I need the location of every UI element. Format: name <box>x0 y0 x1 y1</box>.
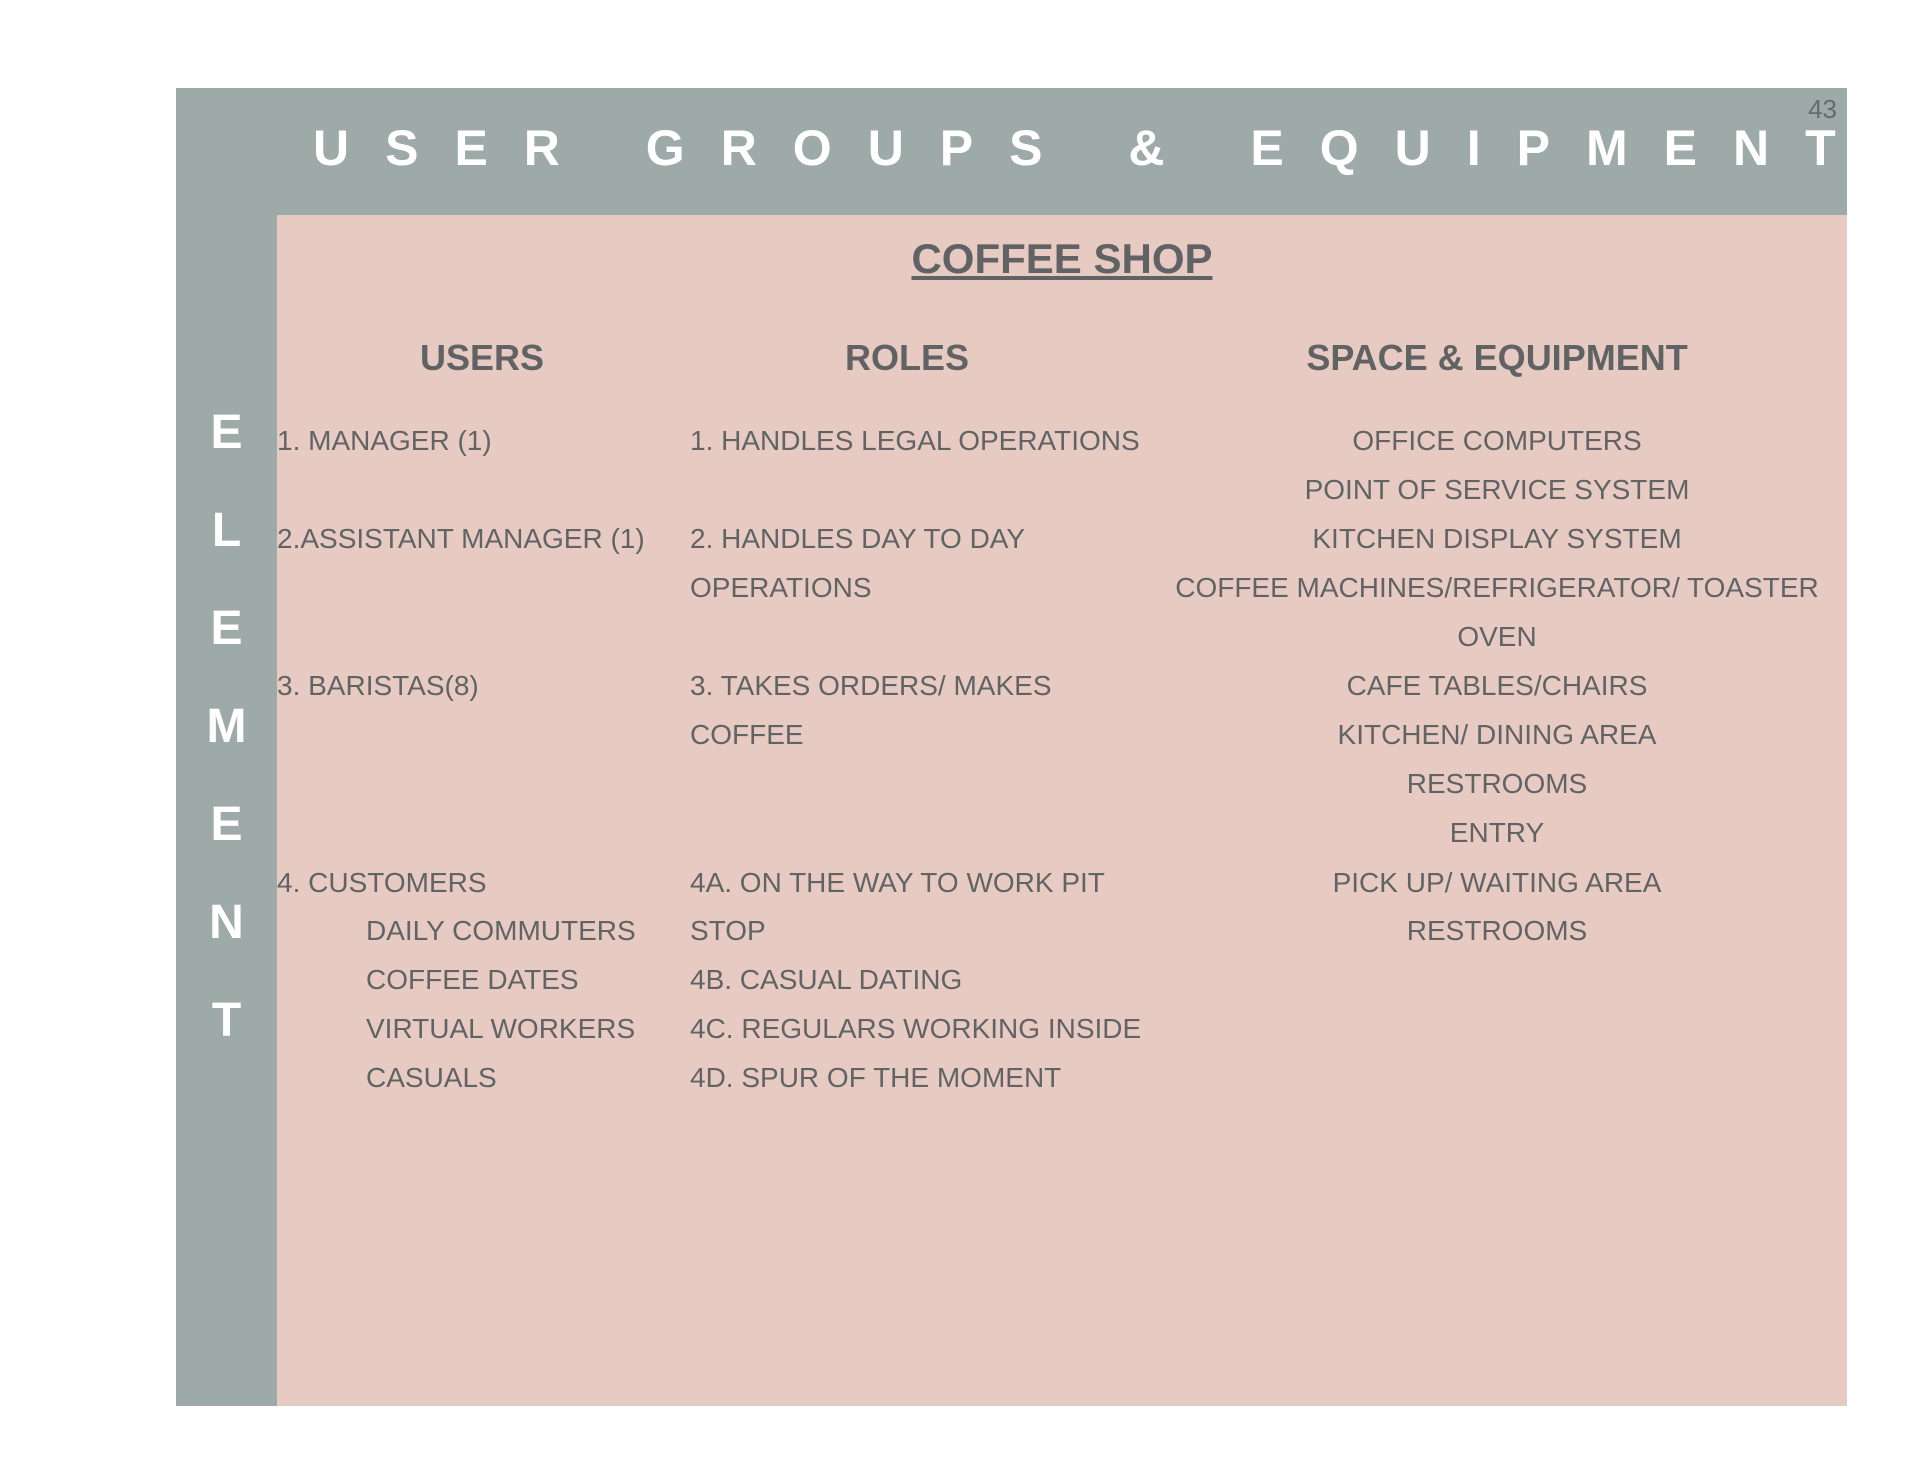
role-item: 3. TAKES ORDERS/ MAKES <box>690 670 1052 701</box>
role-item: 2. HANDLES DAY TO DAY <box>690 523 1026 554</box>
page-title: USER GROUPS & EQUIPMENT <box>313 120 1872 176</box>
sidebar-letter: E <box>210 798 243 851</box>
role-item: 4D. SPUR OF THE MOMENT <box>690 1062 1062 1093</box>
equipment-item: RESTROOMS <box>1406 915 1588 946</box>
header-banner <box>277 88 1872 215</box>
role-item: 4A. ON THE WAY TO WORK PIT <box>690 867 1105 898</box>
page-number: 43 <box>1808 94 1837 124</box>
role-item: OPERATIONS <box>690 572 872 603</box>
sidebar-letter: N <box>209 896 244 949</box>
role-item: 4C. REGULARS WORKING INSIDE <box>690 1013 1142 1044</box>
sidebar-letter: E <box>210 602 243 655</box>
user-subitem: VIRTUAL WORKERS <box>366 1013 636 1044</box>
equipment-item: KITCHEN/ DINING AREA <box>1337 719 1657 750</box>
user-item: 3. BARISTAS(8) <box>277 670 479 701</box>
user-item: 4. CUSTOMERS <box>277 867 487 898</box>
role-item: 1. HANDLES LEGAL OPERATIONS <box>690 425 1140 456</box>
equipment-item: COFFEE MACHINES/REFRIGERATOR/ TOASTER <box>1175 572 1819 603</box>
user-subitem: COFFEE DATES <box>366 964 579 995</box>
role-item: 4B. CASUAL DATING <box>690 964 963 995</box>
user-item: 1. MANAGER (1) <box>277 425 492 456</box>
equipment-item: OFFICE COMPUTERS <box>1352 425 1642 456</box>
sidebar-letter: E <box>210 406 243 459</box>
column-header-roles: ROLES <box>844 337 969 378</box>
equipment-item: OVEN <box>1457 621 1537 652</box>
sidebar-element <box>176 88 277 1406</box>
content-panel <box>277 215 1847 1406</box>
section-title: COFFEE SHOP <box>911 235 1213 282</box>
sidebar-letter: T <box>211 994 242 1047</box>
equipment-item: POINT OF SERVICE SYSTEM <box>1304 474 1690 505</box>
sidebar-letter: L <box>211 504 242 557</box>
equipment-item: ENTRY <box>1449 817 1545 848</box>
sidebar-letter: M <box>206 700 247 753</box>
equipment-item: CAFE TABLES/CHAIRS <box>1346 670 1648 701</box>
role-item: COFFEE <box>690 719 804 750</box>
equipment-item: PICK UP/ WAITING AREA <box>1332 867 1662 898</box>
user-subitem: CASUALS <box>366 1062 497 1093</box>
role-item: STOP <box>690 915 766 946</box>
column-header-equipment: SPACE & EQUIPMENT <box>1306 337 1688 378</box>
column-header-users: USERS <box>419 337 545 378</box>
equipment-item: KITCHEN DISPLAY SYSTEM <box>1312 523 1682 554</box>
user-item: 2.ASSISTANT MANAGER (1) <box>277 523 645 554</box>
user-subitem: DAILY COMMUTERS <box>366 915 636 946</box>
equipment-item: RESTROOMS <box>1406 768 1588 799</box>
